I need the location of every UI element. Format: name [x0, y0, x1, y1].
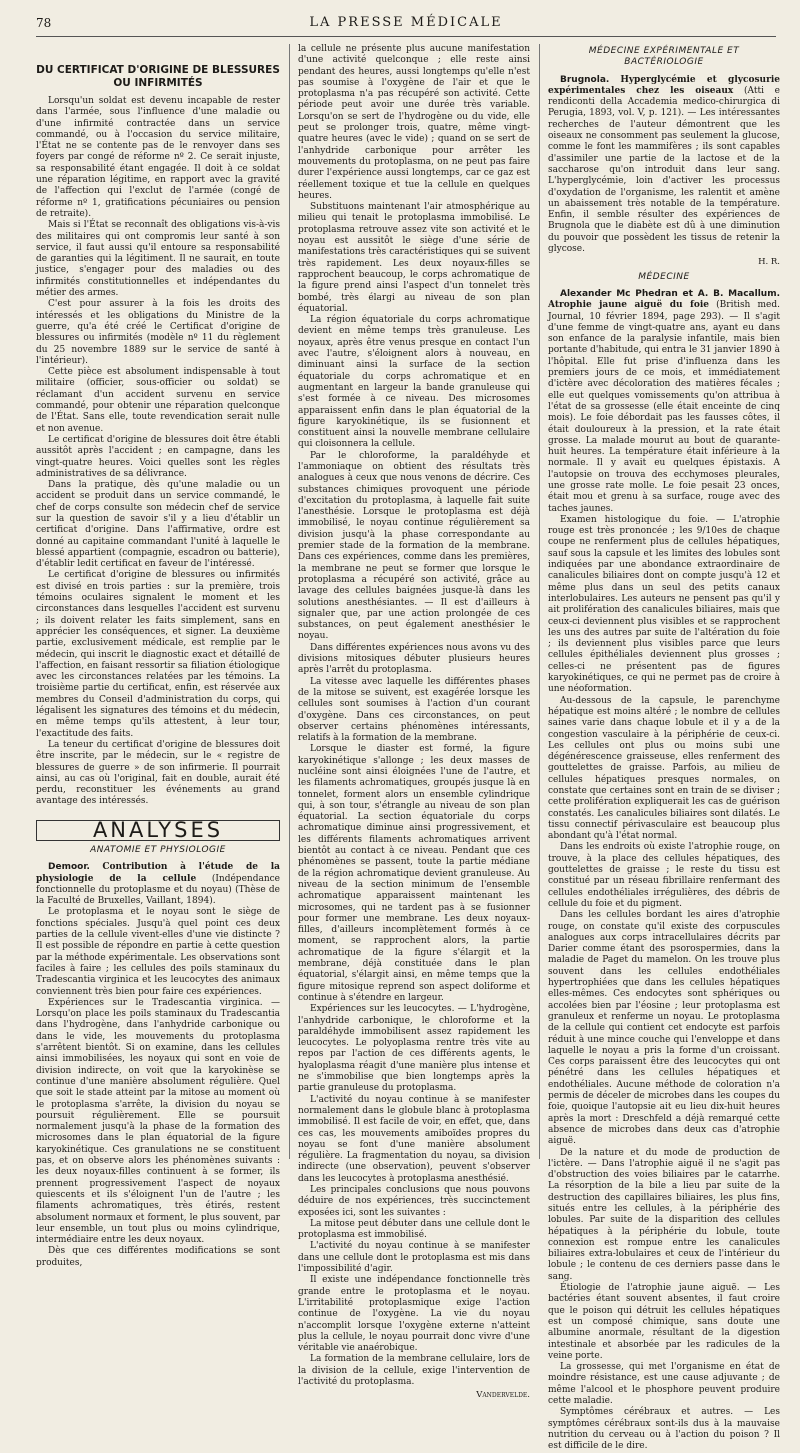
paragraph: La grossesse, qui met l'organisme en état de moindre résistance, est une cause adjuvante ; de même l'alcool et le phosphore peuvent produire cette maladie.: [548, 1362, 780, 1407]
page-header: [36, 14, 776, 37]
paragraph: C'est pour assurer à la fois les droits des intéressés et les obligations du Ministre de la guerre, qu'a été créé le Certificat d'origine de blessures ou infirmités (modèle nº 11 du règlement du 25 novembre 1889 sur le service de santé à l'intérieur).: [36, 299, 280, 366]
paragraph: Il existe une indépendance fonctionnelle très grande entre le protoplasma et le noyau. L'irritabilité protoplasmique exige l'action continue de l'oxygène. La vie du noyau n'accomplit lorsque l'oxygène externe n'atteint plus la cellule, le noyau pourrait donc vivre d'une véritable vie anaérobique.: [298, 1275, 530, 1354]
paragraph: La teneur du certificat d'origine de blessures doit être inscrite, par le médecin, sur le « registre de blessures de guerre » de son infirmerie. Il pourrait ainsi, au cas où l'original, fait en double, aurait été perdu, reconstituer les événements au grand avantage des intéressés.: [36, 739, 280, 807]
signature: Vandervelde.: [476, 1390, 530, 1401]
entry-text: — Les intéressantes recherches de l'auteur démontrent que les oiseaux ne consomment pas seulement la glucose, comme le font les mammifères ; ils sont capables d'assimiler une partie de la lactose et de la saccharose qu'on introduit dans leur sang. L'hyperglycémie, loin d'activer les processus d'oxydation de l'organisme, les ralentit et amène un abaissement très notable de la température. Enfin, il semble résulter des expériences de Brugnola que le diabète est dû à une diminution du pouvoir que possèdent les tissus de retenir la glycose.: [548, 108, 780, 255]
column-rule: [539, 44, 540, 1159]
paragraph: Examen histologique du foie. — L'atrophie rouge est très prononcée ; les 9/10es de chaque coupe ne renferment plus de cellules hépatiques, sauf sous la capsule et les limites des lobules sont indiquées par une abondance extraordinaire de canalicules biliaires dont on compte jusqu'à 12 et même plus dans un seul des petits canaux interlobulaires. Les auteurs ne pensent pas qu'il y ait prolifération des canalicules biliaires, mais que ceux-ci deviennent plus visibles et se rapprochent les uns des autres par suite de l'altération du foie ; ils deviennent plus visibles parce que leurs cellules épithéliales deviennent plus grosses ; celles-ci ne présentent pas de figures karyokinétiques, ce qui ne permet pas de croire à une néoformation.: [548, 514, 780, 695]
subsection-title: MÉDECINE: [638, 271, 690, 282]
analysis-entry: [548, 289, 780, 515]
paragraph: Les principales conclusions que nous pouvons déduire de nos expériences, très succinctement exposées ici, sont les suivantes :: [298, 1184, 530, 1218]
paragraph: Cette pièce est absolument indispensable à tout militaire (officier, sous-officier ou soldat) se réclamant d'un accident survenu en service commandé, pour obtenir une réparation quelconque de l'État. Sans elle, toute revendication serait nulle et non avenue.: [36, 367, 280, 434]
paragraph: La vitesse avec laquelle les différentes phases de la mitose se suivent, est exagérée lorsque les cellules sont soumises à l'action d'un courant d'oxygène. Dans ces circonstances, on peut observer certains phénomènes intéressants, relatifs à la formation de la membrane.: [298, 676, 530, 744]
paragraph: Par le chloroforme, la paraldéhyde et l'ammoniaque on obtient des résultats très analogues à ceux que nous venons de décrire. Ces substances chimiques provoquent une période d'excitation du protoplasma, à laquelle fait suite l'anesthésie. Lorsque le protoplasma est déjà immobilisé, le noyau continue régulièrement sa division jusqu'à la phase correspondante au premier stade de la formation de la membrane. Dans ces expériences, comme dans les premières, la membrane ne peut se former que lorsque le protoplasma a récupéré son activité, grâce au lavage des cellules baignées jusque-là dans les solutions anesthésiantes. — Il est d'ailleurs à signaler que, par une action prolongée de ces substances, on peut également anesthésier le noyau.: [298, 450, 530, 642]
entry-title: Atrophie jaune aiguë du foie: [548, 300, 709, 311]
paragraph: Expériences sur les leucocytes. — L'hydrogène, l'anhydride carbonique, le chloroforme et la paraldéhyde immobilisent assez rapidement les leucocytes. Le polyoplasma rentre très vite au repos par l'action de ces différents agents, le hyaloplasma réagit d'une manière plus intense et ne s'immobilise que bien longtemps après la partie granuleuse du protoplasma.: [298, 1004, 530, 1094]
paragraph: la cellule ne présente plus aucune manifestation d'une activité quelconque ; elle reste ainsi pendant des heures, aussi longtemps qu'elle n'est pas soumise à l'oxygène de l'air et que le protoplasma n'a pas récupéré son activité. Cette période peut avoir une durée très variable. Lorsqu'on se sert de l'hydrogène ou du vide, elle peut se prolonger trois, quatre, même vingt-quatre heures (avec le vide) ; quand on se sert de l'anhydride carbonique pour arrêter les mouvements du protoplasma, on ne peut pas faire durer l'expérience aussi longtemps, car ce gaz est réellement toxique et tue la cellule en quelques heures.: [298, 44, 530, 201]
entry-text: — Il s'agit d'une femme de vingt-quatre ans, ayant eu dans son enfance de la paralysie infantile, mais bien portante d'habitude, qui entra le 31 janvier 1890 à l'hôpital. Elle fut prise d'influenza dans les premiers jours de ce mois, et immédiatement d'ictère avec décoloration des matières fécales ; elle eut quelques vomissements qu'on attribua à l'état de sa grossesse (elle était enceinte de cinq mois). Le foie débordait pas les fausses côtes, il était douloureux à la pression, et la rate était grosse. La malade mourut au bout de quarante-huit heures. La température était inférieure à la normale. Il y avait eu quelques épistaxis. A l'autopsie on trouva des ecchymoses pleurales, une grosse rate molle. Le foie pesait 23 onces, était mou et grenu à sa surface, rouge avec des taches jaunes.: [548, 311, 780, 514]
paragraph: Dès que ces différentes modifications se sont produites,: [36, 1246, 280, 1268]
column-rule: [289, 44, 290, 1159]
column-1: [36, 44, 280, 1268]
paragraph: Lorsque le diaster est formé, la figure karyokinétique s'allonge ; les deux masses de nucléine sont ainsi éloignées l'une de l'autre, et les filaments achromatiques, groupés jusque là en tonnelet, forment alors un ensemble cylindrique qui, à son tour, s'étrangle au niveau de son plan équatorial. La section équatoriale du corps achromatique diminue ainsi progressivement, et les différents filaments achromatiques arrivent bientôt au contact à ce niveau. Pendant que ces phénomènes se passent, toute la partie médiane de la région achromatique devient granuleuse. Au niveau de la section minimum de l'ensemble achromatique apparaissent maintenant les microsomes, qui ne tardent pas à se fusionner pour former une membrane. Les deux noyaux-filles, d'ailleurs incomplètement formés à ce moment, se rapprochent alors, la partie achromatique de la figure s'élargit et la membrane, déjà constituée dans le plan équatorial, s'élargit ainsi, en même temps que la figure mitosique reprend son aspect doliforme et continue à s'étendre en largeur.: [298, 744, 530, 1003]
paragraph: Au-dessous de la capsule, le parenchyme hépatique est moins altéré ; le nombre de cellules saines varie dans chaque lobule et il y a de la congestion vasculaire à la périphérie de ceux-ci. Les cellules ont plus ou moins subi une dégénérescence graisseuse, elles renferment des gouttelettes de graisse. Parfois, au milieu de cellules hépatiques presques normales, on constate que certaines sont en train de se diviser ; cette prolifération expliquerait les cas de guérison constatés. Les canalicules biliaires sont dilatés. Le tissu connectif périvasculaire est beaucoup plus abondant qu'à l'état normal.: [548, 695, 780, 842]
journal-title: LA PRESSE MÉDICALE: [309, 15, 503, 30]
subsection-title: ANATOMIE ET PHYSIOLOGIE: [90, 845, 226, 855]
paragraph: Le certificat d'origine de blessures ou infirmités est divisé en trois parties : sur la première, trois témoins oculaires signalent le moment et les circonstances dans lesquelles l'accident est survenu ; ils doivent relater les faits simplement, sans en apprécier les conséquences, et signer. La deuxième partie, exclusivement médicale, est remplie par le médecin, qui inscrit le diagnostic exact et détaillé de l'affection, en faisant ressortir sa filiation étiologique avec les circonstances relatées par les témoins. La troisième partie du certificat, enfin, est réservée aux membres du Conseil d'administration du corps, qui légalisent les signatures des témoins et du médecin, en même temps qu'ils attestent, à leur tour, l'exactitude des faits.: [36, 570, 280, 739]
entry-reference: (Atti e rendiconti della Accademia medico-chirurgica di Perugia, 1893, vol. V, p. 121).: [548, 85, 780, 119]
column-2: [298, 44, 530, 1401]
paragraph: La formation de la membrane cellulaire, lors de la division de la cellule, exige l'intervention de l'activité du protoplasma.: [298, 1354, 530, 1388]
entry-title: Contribution à l'étude de la physiologie de la cellule: [36, 862, 280, 884]
paragraph: Symptômes cérébraux et autres. — Les symptômes cérébraux sont-ils dus à la mauvaise nutrition du cerveau ou à l'action du poison ? Il est difficile de le dire.: [548, 1407, 780, 1452]
signature: H. R.: [758, 257, 780, 268]
paragraph: Substituons maintenant l'air atmosphérique au milieu qui tenait le protoplasma immobilisé. Le protoplasma retrouve assez vite son activité et le noyau est aussitôt le siège d'une série de manifestations très caractéristiques qui se suivent très rapidement. Les deux noyaux-filles se rapprochent beaucoup, le corps achromatique de la figure prend ainsi l'aspect d'un tonnelet très bombé, très élargi au niveau de son plan équatorial.: [298, 202, 530, 314]
analysis-entry: [36, 862, 280, 907]
article-title: DU CERTIFICAT D'ORIGINE DE BLESSURES OU INFIRMITÉS: [36, 64, 280, 89]
paragraph: Mais si l'État se reconnaît des obligations vis-à-vis des militaires qui ont compromis leur santé à son service, il faut aussi qu'il entoure sa responsabilité de garanties qui la légitiment. Il ne saurait, en toute justice, s'engager pour des maladies ou des infirmités constitutionnelles et indépendantes du métier des armes.: [36, 220, 280, 299]
paragraph: Lorsqu'un soldat est devenu incapable de rester dans l'armée, sous l'influence d'une maladie ou d'une infirmité contractée dans un service commandé, ou à l'occasion du service militaire, l'État ne se contente pas de le renvoyer dans ses foyers par congé de réforme nº 2. Ce serait injuste, sa responsabilité étant engagée. Il doit à ce soldat une réparation légitime, en rapport avec la gravité de l'affection qui l'exclut de l'armée (congé de réforme nº 1, gratifications pécuniaires ou pension de retraite).: [36, 96, 280, 219]
paragraph: Le certificat d'origine de blessures doit être établi aussitôt après l'accident ; en campagne, dans les vingt-quatre heures. Voici quelles sont les règles administratives de sa délivrance.: [36, 434, 280, 479]
page-number: 78: [36, 16, 52, 30]
paragraph: L'activité du noyau continue à se manifester normalement dans le globule blanc à protoplasma immobilisé. Il est facile de voir, en effet, que, dans ces cas, les mouvements amiboïdes propres du noyau se font d'une manière absolument régulière. La fragmentation du noyau, sa division indirecte (une observation), peuvent s'observer dans les leucocytes à protoplasma anesthésié.: [298, 1094, 530, 1184]
paragraph: De la nature et du mode de production de l'ictère. — Dans l'atrophie aiguë il ne s'agit pas d'obstruction des voies biliaires par le catarrhe. La résorption de la bile a lieu par suite de la destruction des capillaires biliaires, les plus fins, situés entre les cellules, à la périphérie des lobules. Par suite de la disparition des cellules hépatiques à la périphérie du lobule, toute connexion est rompue entre les canalicules biliaires extra-lobulaires et ceux de l'intérieur du lobule ; le contenu de ces derniers passe dans le sang.: [548, 1147, 780, 1282]
paragraph: L'activité du noyau continue à se manifester dans une cellule dont le protoplasma est mis dans l'impossibilité d'agir.: [298, 1241, 530, 1275]
entry-author: Brugnola.: [560, 74, 610, 85]
entry-reference: (British med. Journal, 10 février 1894, page 293).: [548, 300, 780, 322]
paragraph: La région équatoriale du corps achromatique devient en même temps très granuleuse. Les noyaux, après être venus presque en contact l'un avec l'autre, s'éloignent alors à nouveau, en diminuant ainsi la surface de la section équatoriale du corps achromatique et en augmentant en largeur la bande granuleuse qui s'est formée à ce niveau. Des microsomes apparaissent enfin dans le plan équatorial de la figure karyokinétique, ils se fusionnent et constituent ainsi la nouvelle membrane cellulaire qui cloisonnera la cellule.: [298, 315, 530, 450]
entry-reference: (Indépendance fonctionnelle du protoplasme et du noyau) (Thèse de la Faculté de Bruxelles, Vaillant, 1894).: [36, 873, 280, 907]
paragraph: Étiologie de l'atrophie jaune aiguë. — Les bactéries étant souvent absentes, il faut croire que le poison qui détruit les cellules hépatiques est un composé chimique, sans doute une albumine anormale, résultant de la digestion intestinale et absorbée par les radicules de la veine porte.: [548, 1283, 780, 1361]
entry-author: Demoor.: [48, 862, 90, 873]
paragraph: Expériences sur le Tradescantia virginica. — Lorsqu'on place les poils staminaux du Tradescantia dans l'hydrogène, dans l'anhydride carbonique ou dans le vide, les mouvements du protoplasma s'arrêtent bientôt. Si on examine, dans les cellules ainsi immobilisées, les noyaux qui sont en voie de division indirecte, on voit que la karyokinèse se continue d'une manière absolument régulière. Quel que soit le stade atteint par la mitose au moment où le protoplasma s'arrête, la division du noyau se poursuit régulièrement. Elle se poursuit normalement jusqu'à la phase de la formation des microsomes dans le plan équatorial de la figure karyokinétique. Ces granulations ne se constituent pas, et on observe alors les phénomènes suivants : les deux noyaux-filles continuent à se former, ils prennent progressivement l'aspect de noyaux quiescents et ils s'éloignent l'un de l'autre ; les filaments achromatiques, très étirés, restent absolument normaux et forment, le plus souvent, par leur ensemble, un tout plus ou moins cylindrique, intermédiaire entre les deux noyaux.: [36, 997, 280, 1246]
subsection-title: MÉDECINE EXPÉRIMENTALE ET BACTÉRIOLOGIE: [588, 46, 740, 68]
analysis-entry: [548, 75, 780, 256]
paragraph: Dans la pratique, dès qu'une maladie ou un accident se produit dans un service commandé, le chef de corps consulte son médecin chef de service sur la question de savoir s'il y a lieu d'établir un certificat d'origine. Dans l'affirmative, ordre est donné au capitaine commandant l'unité à laquelle le blessé appartient (compagnie, escadron ou batterie), d'établir ledit certificat en faveur de l'intéressé.: [36, 480, 280, 570]
entry-title: Hyperglycémie et glycosurie expérimentales chez les oiseaux: [548, 74, 780, 96]
paragraph: Dans les endroits où existe l'atrophie rouge, on trouve, à la place des cellules hépatiques, des gouttelettes de graisse ; le reste du tissu est constitué par un réseau fibrillaire renfermant des cellules endothéliales irrégulières, des débris de cellule du foie et du pigment.: [548, 842, 780, 909]
section-title: ANALYSES: [36, 820, 280, 841]
column-3: [548, 44, 780, 1452]
paragraph: Le protoplasma et le noyau sont le siège de fonctions spéciales. Jusqu'à quel point ces deux parties de la cellule vivent-elles d'une vie distincte ? Il est possible de répondre en partie à cette question par la méthode expérimentale. Les observations sont faciles à faire ; les cellules des poils staminaux du Tradescantia virginica et les leucocytes des animaux conviennent très bien pour faire ces expériences.: [36, 907, 280, 997]
paragraph: Dans les cellules bordant les aires d'atrophie rouge, on constate qu'il existe des corpuscules analogues aux corps intracellulaires décrits par Darier comme étant des psorospermies, dans la maladie de Paget du mamelon. On les trouve plus souvent dans les cellules endothéliales hypertrophiées que dans les cellules hépatiques elles-mêmes. Ces endocytes sont sphériques ou accolées bien par l'éosine ; leur protoplasma est granuleux et renferme un noyau. Le protoplasma de la cellule qui contient cet endocyte est parfois réduit à une mince couche qui l'enveloppe et dans laquelle le noyau a pris la forme d'un croissant. Ces corps paraissent être des leucocytes qui ont pénétré dans les cellules hépatiques et endothéliales. Aucune méthode de coloration n'a permis de déceler de microbes dans les coupes du foie, quoique l'autopsie ait eu lieu dix-huit heures après la mort : Dreschfeld a déjà remarqué cette absence de microbes dans deux cas d'atrophie aiguë.: [548, 910, 780, 1147]
paragraph: Dans différentes expériences nous avons vu des divisions mitosiques débuter plusieurs heures après l'arrêt du protoplasma.: [298, 642, 530, 676]
paragraph: La mitose peut débuter dans une cellule dont le protoplasma est immobilisé.: [298, 1218, 530, 1241]
entry-author: Alexander Mc Phedran et A. B. Macallum.: [560, 288, 780, 299]
